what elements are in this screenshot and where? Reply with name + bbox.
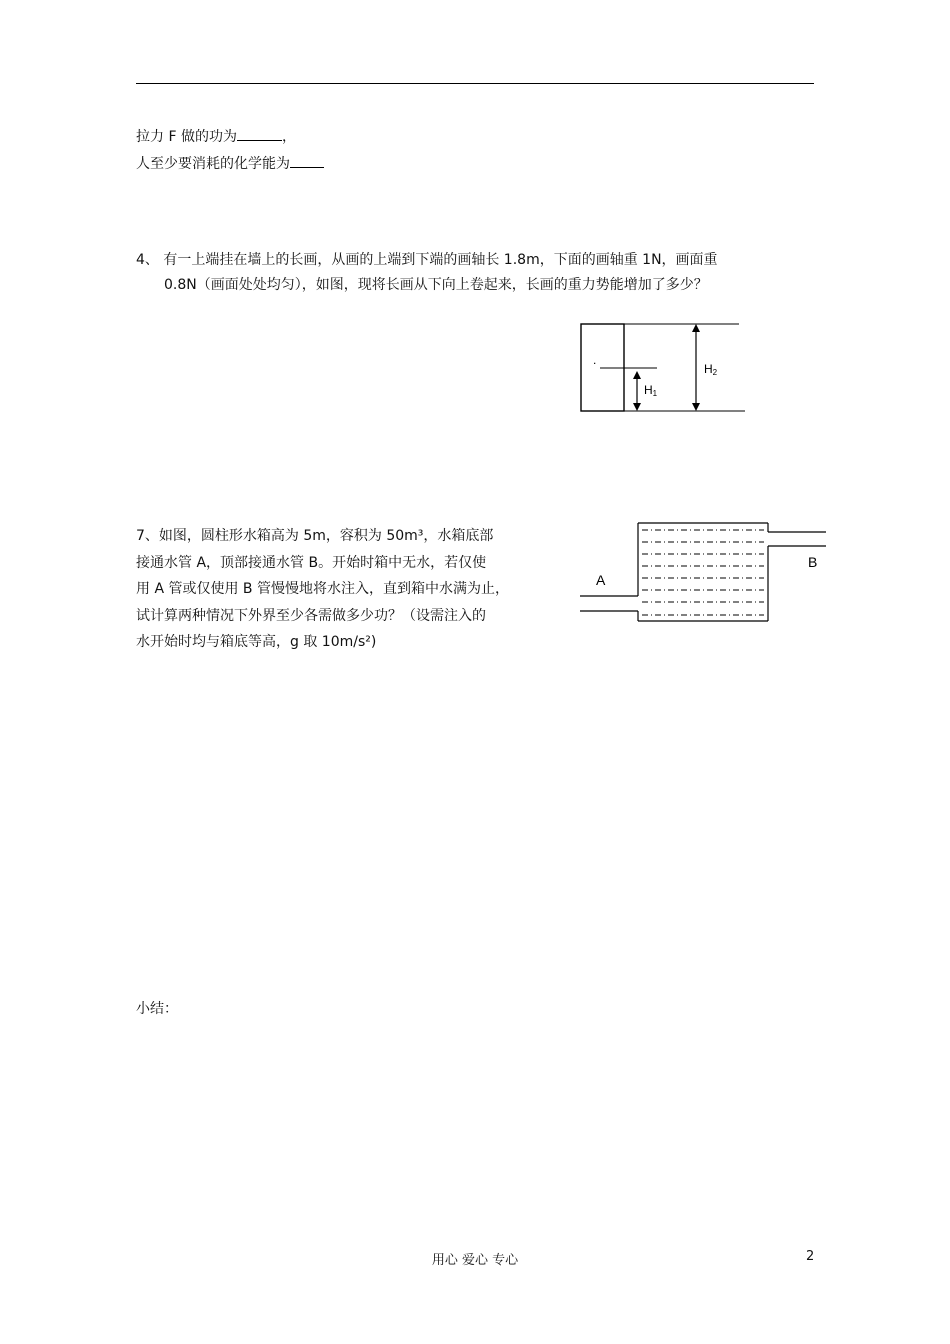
work-suffix: ，	[281, 129, 296, 145]
h2-arrow-top	[692, 324, 700, 332]
work-line	[136, 126, 296, 147]
h2-label: H2	[704, 362, 718, 377]
energy-line	[136, 153, 324, 174]
question-4	[136, 248, 816, 298]
center-dot: .	[593, 353, 597, 367]
h1-label: H1	[644, 383, 658, 398]
work-label: 拉力 F 做的功为	[136, 129, 237, 145]
water-tank-figure	[578, 518, 828, 628]
question-4-line-2: 0.8N（画面处处均匀），如图，现将长画从下向上卷起来，长画的重力势能增加了多少？	[164, 277, 708, 293]
question-7	[136, 523, 561, 656]
work-blank	[237, 126, 282, 141]
painting-figure	[575, 318, 755, 418]
energy-label: 人至少要消耗的化学能为	[136, 156, 290, 172]
h1-arrow-top	[633, 371, 641, 379]
pipe-b-label: B	[808, 554, 818, 570]
header-rule	[136, 83, 814, 84]
h1-arrow-bottom	[633, 403, 641, 411]
question-7-line-4: 试计算两种情况下外界至少各需做多少功？（设需注入的	[136, 607, 486, 624]
question-4-line-1: 4、 有一上端挂在墙上的长画，从画的上端到下端的画轴长 1.8m，下面的画轴重 1N，画面重	[136, 252, 718, 268]
question-7-line-1: 7、如图，圆柱形水箱高为 5m，容积为 50m³，水箱底部	[136, 528, 494, 544]
question-7-line-2: 接通水管 A，顶部接通水管 B。开始时箱中无水，若仅使	[136, 554, 487, 571]
energy-blank	[290, 153, 324, 168]
water-hatching	[642, 530, 764, 615]
pipe-a-label: A	[596, 572, 606, 588]
summary-heading: 小结：	[136, 1001, 178, 1017]
h2-arrow-bottom	[692, 403, 700, 411]
question-7-line-3: 用 A 管或仅使用 B 管慢慢地将水注入，直到箱中水满为止，	[136, 581, 509, 597]
page-number: 2	[806, 1249, 815, 1264]
question-7-line-5: 水开始时均与箱底等高，g 取 10m/s²)	[136, 634, 377, 650]
footer-text: 用心 爱心 专心	[431, 1253, 519, 1268]
